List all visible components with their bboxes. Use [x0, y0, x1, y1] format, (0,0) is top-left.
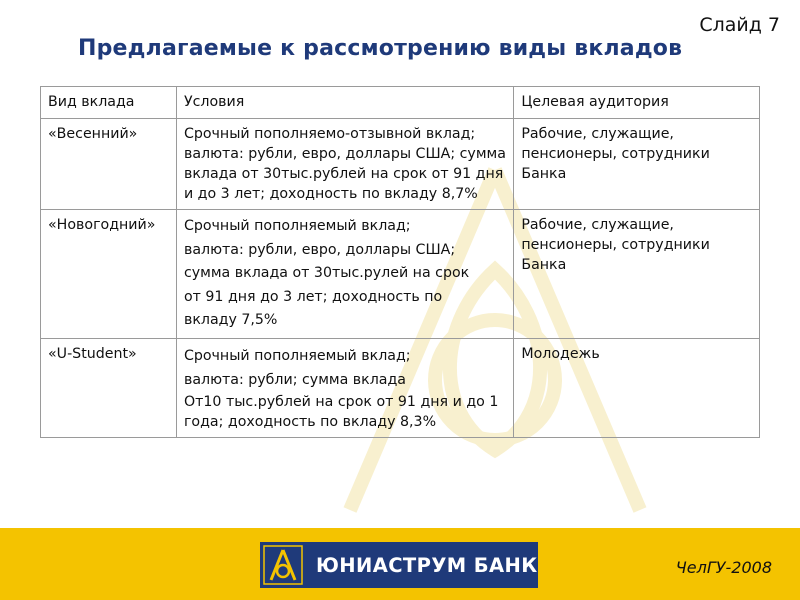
column-header-type: Вид вклада: [41, 87, 177, 119]
conditions-line: от 91 дня до 3 лет; доходность по: [183, 288, 443, 305]
table-row: [41, 210, 760, 339]
deposit-name: «Весенний»: [41, 119, 177, 210]
deposit-audience: Рабочие, служащие, пенсионеры, сотрудники Банка: [514, 119, 760, 210]
table-row: [41, 338, 760, 437]
column-header-audience: Целевая аудитория: [514, 87, 760, 119]
slide-number: Слайд 7: [699, 14, 780, 36]
deposit-conditions: [176, 338, 513, 437]
conditions-line: От10 тыс.рублей на срок от 91 дня и до 1 года; доходность по вкладу 8,3%: [183, 393, 499, 430]
deposit-audience: Рабочие, служащие, пенсионеры, сотрудники Банка: [514, 210, 760, 339]
deposit-conditions: [176, 210, 513, 339]
deposits-table: [40, 86, 760, 438]
deposit-conditions: [176, 119, 513, 210]
conditions-line: Срочный пополняемый вклад;: [183, 218, 411, 234]
footer-bar: [0, 528, 800, 600]
column-header-conditions: Условия: [176, 87, 513, 119]
table-row: [41, 119, 760, 210]
bank-name: ЮНИАСТРУМ БАНК: [316, 553, 538, 577]
deposit-name: «U-Student»: [41, 338, 177, 437]
bank-logo: [260, 542, 538, 588]
deposit-audience: Молодежь: [514, 338, 760, 437]
deposit-name: «Новогодний»: [41, 210, 177, 339]
table-header-row: [41, 87, 760, 119]
conditions-line: валюта: рубли, евро, доллары США;: [183, 241, 456, 258]
uniastrum-emblem-icon: [260, 542, 306, 588]
conditions-line: Срочный пополняемый вклад;: [183, 347, 411, 364]
conditions-line: сумма вклада от 30тыс.рулей на срок: [183, 265, 470, 281]
page-title: Предлагаемые к рассмотрению виды вкладов: [78, 36, 683, 61]
conditions-line: валюта: рубли; сумма вклада: [183, 371, 406, 388]
footer-note: ЧелГУ-2008: [675, 558, 772, 577]
conditions-line: вкладу 7,5%: [183, 312, 278, 328]
conditions-text: Срочный пополняемо-отзывной вклад; валюта: рубли, евро, доллары США; сумма вклада от 30тыс.рублей на срок от 91 дня и до 3 лет; доходность по вкладу 8,7%: [183, 126, 506, 202]
